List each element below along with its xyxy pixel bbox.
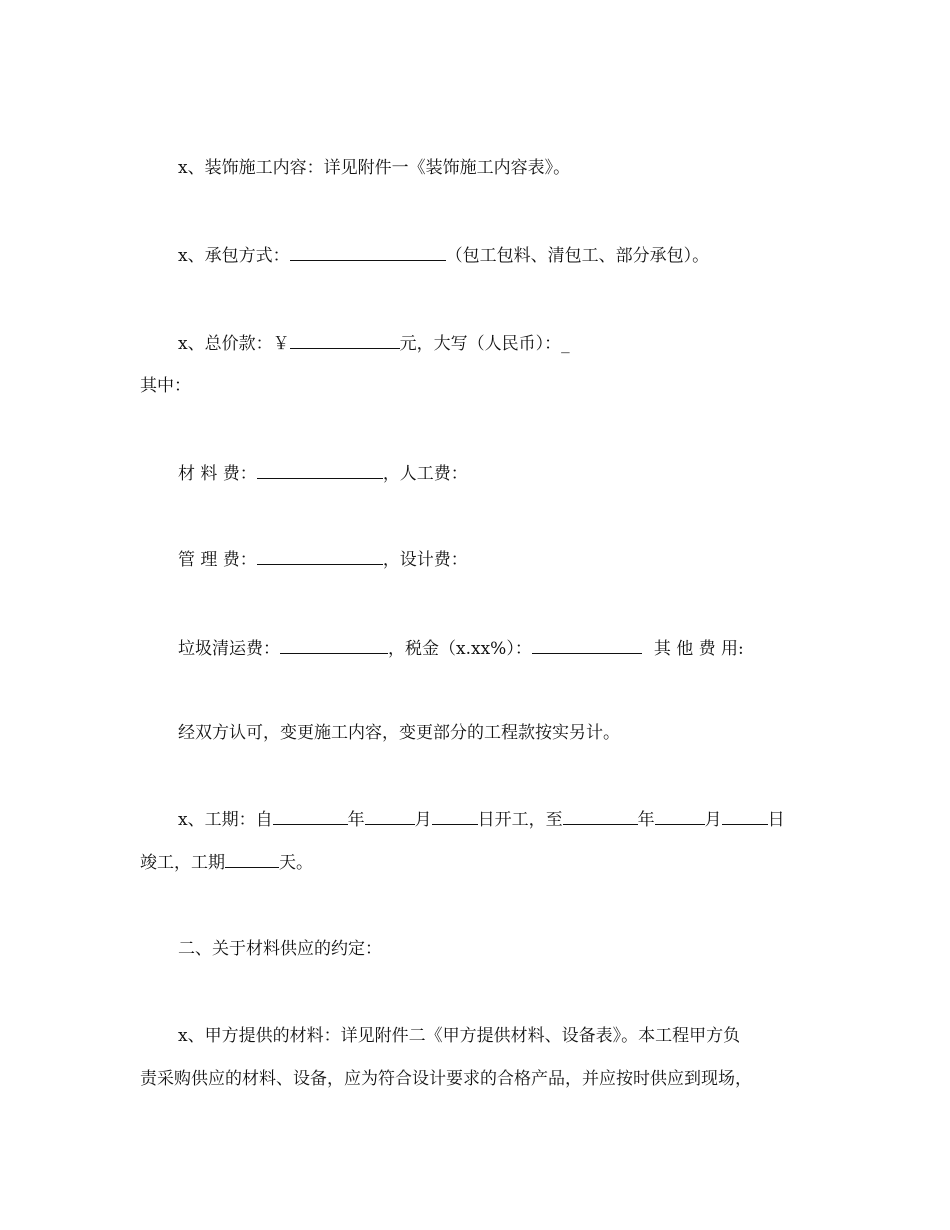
garbage-fee-blank[interactable] <box>280 637 388 654</box>
material-fee-blank[interactable] <box>257 462 383 479</box>
duration-days-blank[interactable] <box>225 851 279 868</box>
change-clause-line <box>178 722 620 744</box>
change-clause-text: 经双方认可，变更施工内容，变更部分的工程款按实另计。 <box>178 723 620 743</box>
decoration-content-text: x、装饰施工内容：详见附件一《装饰施工内容表》。 <box>178 158 571 178</box>
end-day-unit: 日 <box>767 810 785 830</box>
other-fee-label: 其 他 费 用: <box>653 639 744 659</box>
contract-method-options: （包工包料、清包工、部分承包）。 <box>445 246 710 266</box>
among-line <box>140 375 191 397</box>
end-day-blank[interactable] <box>722 808 768 825</box>
tax-blank[interactable] <box>532 637 642 654</box>
total-price-capital-label: 元，大写（人民币）：_ <box>399 334 570 354</box>
end-month-blank[interactable] <box>655 808 705 825</box>
total-price-line <box>178 332 570 355</box>
labor-fee-label: ，人工费： <box>382 464 468 484</box>
total-price-label: x、总价款：￥ <box>178 334 290 354</box>
start-month-unit: 月 <box>414 810 432 830</box>
contract-method-line <box>178 244 709 267</box>
section-two-heading <box>178 938 382 960</box>
material-fee-line <box>178 462 468 485</box>
start-year-unit: 年 <box>347 810 365 830</box>
material-fee-label: 材 料 费： <box>178 464 257 484</box>
total-price-blank[interactable] <box>290 332 400 349</box>
among-text: 其中： <box>140 376 191 396</box>
end-year-blank[interactable] <box>563 808 638 825</box>
party-a-materials-text: x、甲方提供的材料：详见附件二《甲方提供材料、设备表》。本工程甲方负 <box>178 1026 741 1046</box>
decoration-content-line <box>178 157 570 179</box>
duration-days-unit: 天。 <box>279 853 313 873</box>
contract-method-label: x、承包方式： <box>178 246 290 266</box>
garbage-fee-label: 垃圾清运费： <box>178 639 280 659</box>
tax-label: ，税金（x.xx%）： <box>388 639 532 659</box>
management-fee-line <box>178 548 468 571</box>
start-day-unit: 日开工，至 <box>477 810 563 830</box>
start-year-blank[interactable] <box>273 808 348 825</box>
garbage-fee-line <box>178 637 744 660</box>
management-fee-label: 管 理 费： <box>178 550 257 570</box>
party-a-materials-continued-text: 责采购供应的材料、设备，应为符合设计要求的合格产品，并应按时供应到现场， <box>140 1069 752 1089</box>
completion-line <box>140 851 313 874</box>
party-a-materials-line <box>178 1025 740 1047</box>
schedule-line <box>178 808 785 831</box>
completion-label: 竣工，工期 <box>140 853 225 873</box>
end-month-unit: 月 <box>704 810 722 830</box>
contract-method-blank[interactable] <box>290 244 446 261</box>
design-fee-label: ，设计费： <box>382 550 468 570</box>
start-day-blank[interactable] <box>432 808 478 825</box>
party-a-materials-continued-line <box>140 1068 752 1090</box>
start-month-blank[interactable] <box>365 808 415 825</box>
schedule-label: x、工期：自 <box>178 810 273 830</box>
management-fee-blank[interactable] <box>257 548 383 565</box>
section-two-title: 二、关于材料供应的约定： <box>178 939 382 959</box>
end-year-unit: 年 <box>637 810 655 830</box>
